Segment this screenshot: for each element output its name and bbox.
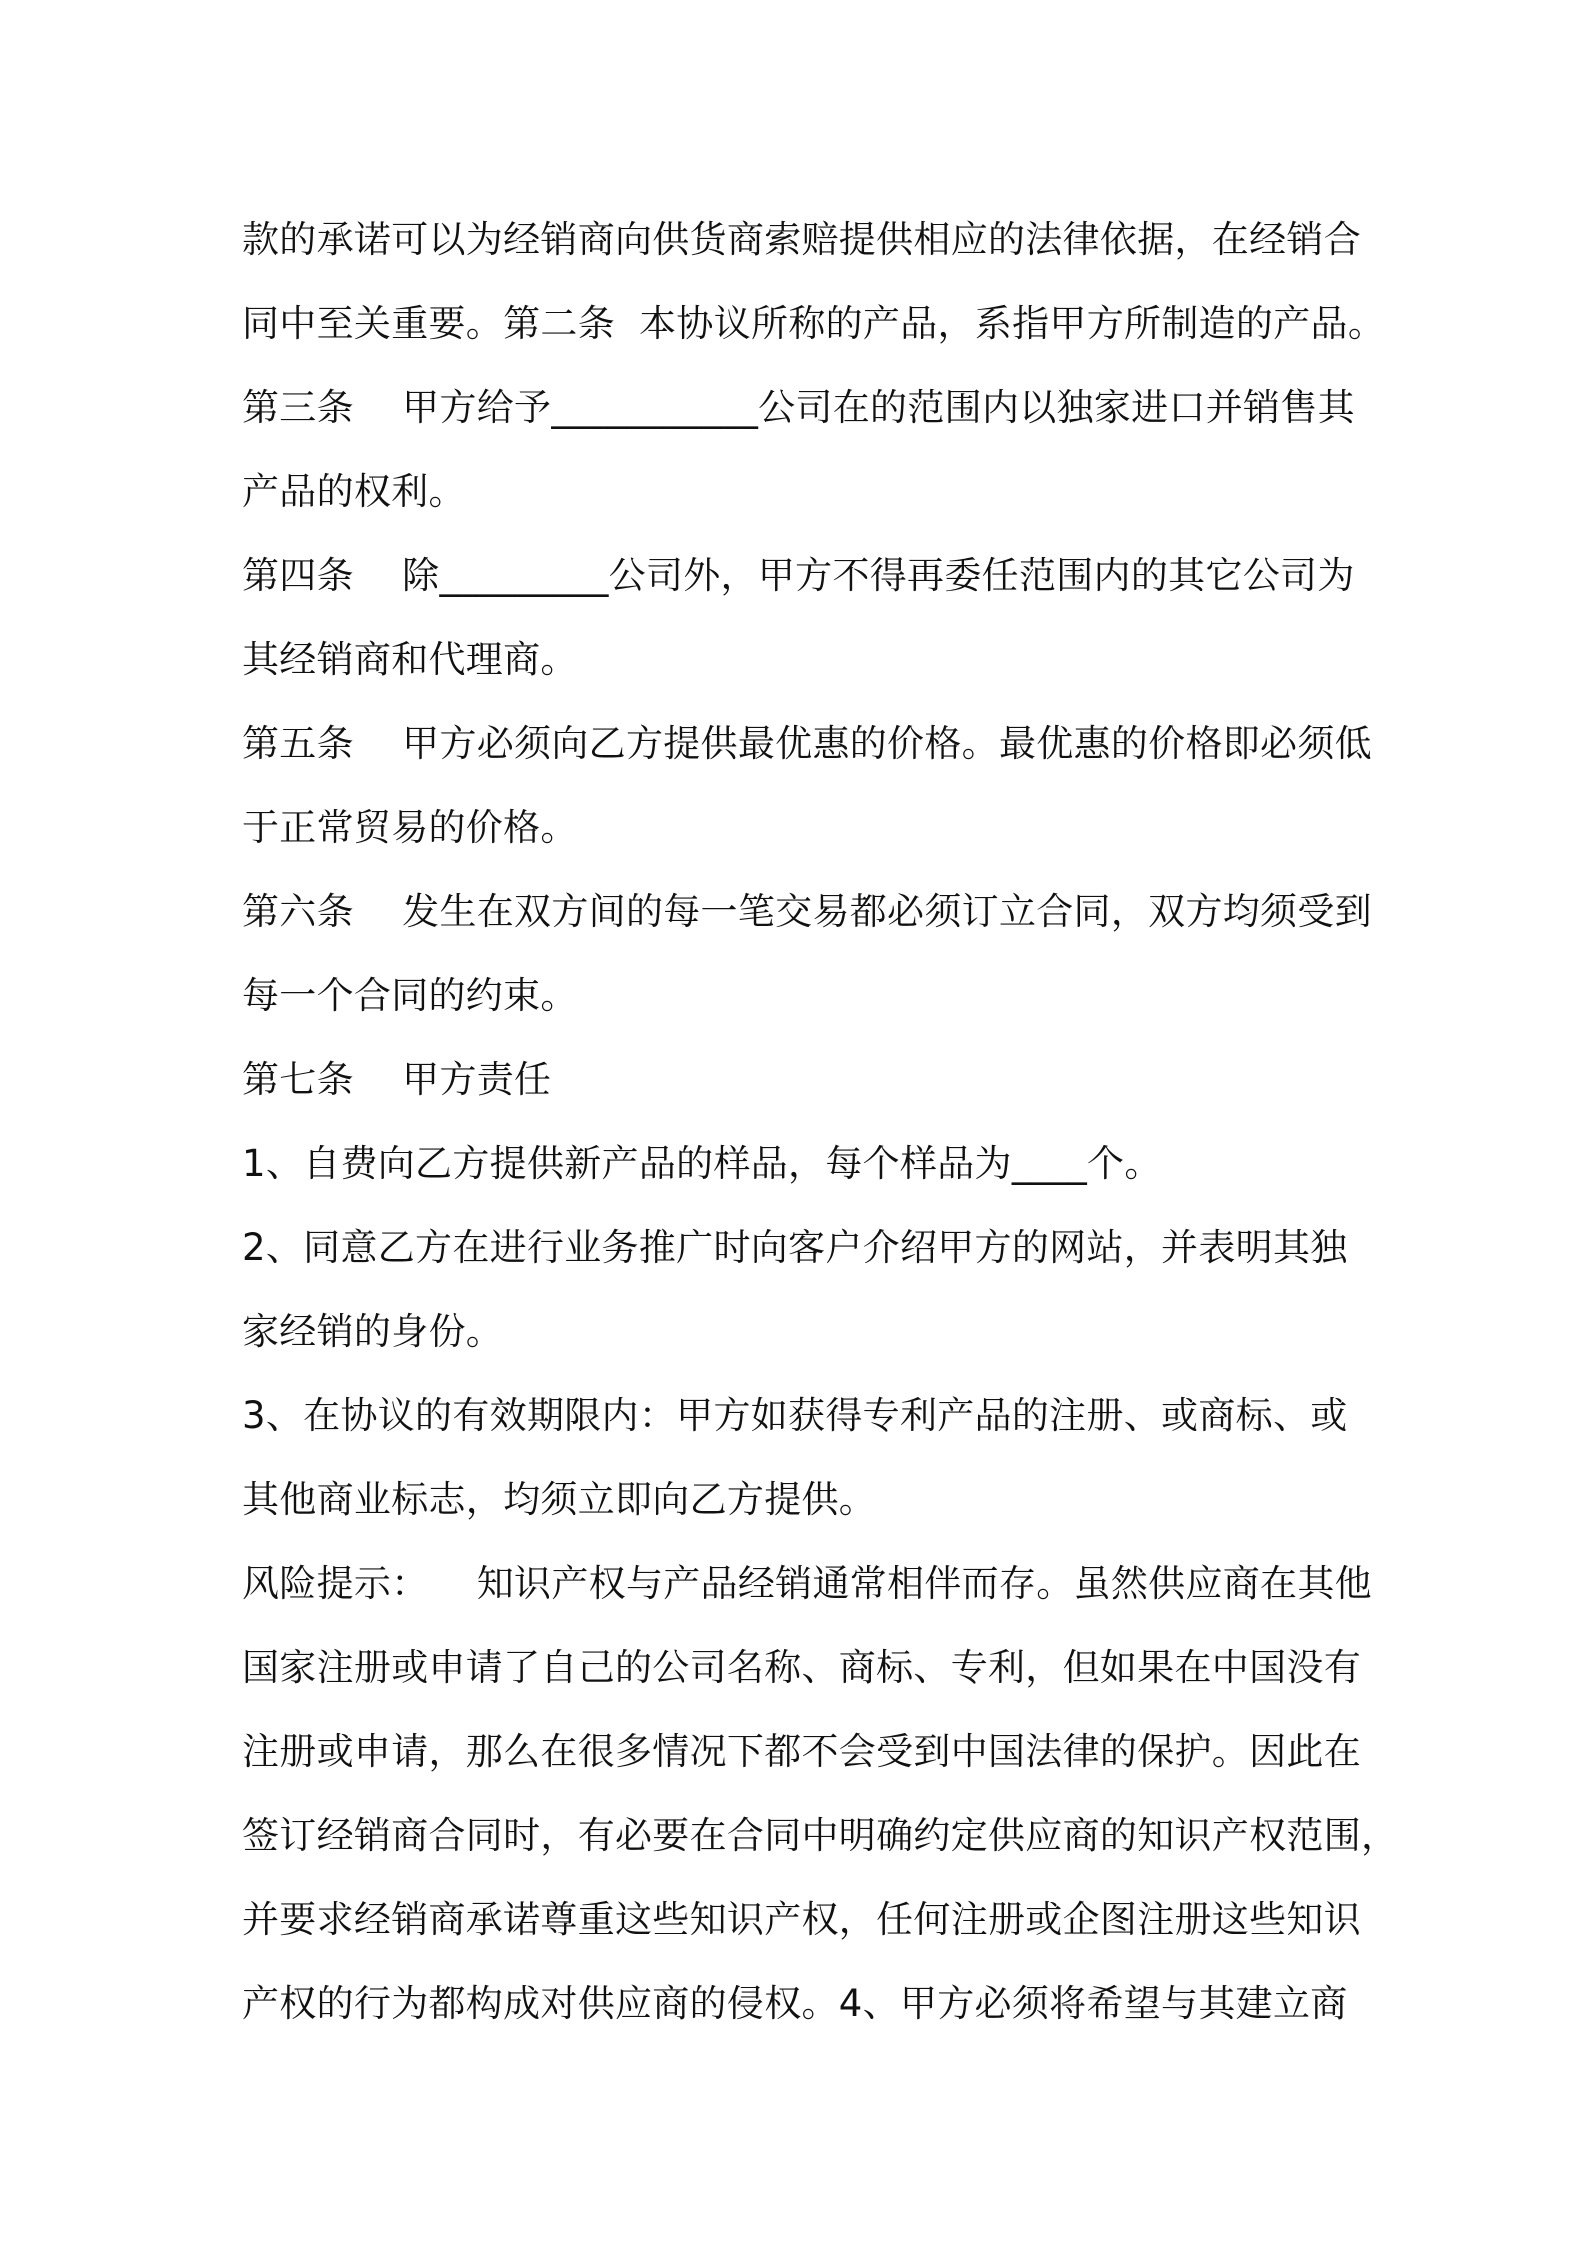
text-line: 第三条 甲方给予___________公司在的范围内以独家进口并销售其 <box>242 386 1355 429</box>
text-line: 第七条 甲方责任 <box>242 1058 552 1101</box>
text-line: 签订经销商合同时，有必要在合同中明确约定供应商的知识产权范围， <box>242 1814 1399 1857</box>
text-line: 于正常贸易的价格。 <box>242 806 578 849</box>
text-line: 产品的权利。 <box>242 470 466 513</box>
text-line: 其经销商和代理商。 <box>242 638 578 681</box>
text-line: 第六条 发生在双方间的每一笔交易都必须订立合同，双方均须受到 <box>242 890 1372 933</box>
text-line: 第五条 甲方必须向乙方提供最优惠的价格。最优惠的价格即必须低 <box>242 722 1372 765</box>
text-line: 产权的行为都构成对供应商的侵权。4、甲方必须将希望与其建立商 <box>242 1982 1348 2025</box>
text-line: 国家注册或申请了自己的公司名称、商标、专利，但如果在中国没有 <box>242 1646 1361 1689</box>
text-line: 家经销的身份。 <box>242 1310 504 1353</box>
text-line: 其他商业标志，均须立即向乙方提供。 <box>242 1478 877 1521</box>
text-line: 每一个合同的约束。 <box>242 974 578 1017</box>
text-line: 第四条 除_________公司外，甲方不得再委任范围内的其它公司为 <box>242 554 1355 597</box>
document-body <box>242 198 1399 2046</box>
text-line: 1、自费向乙方提供新产品的样品，每个样品为____个。 <box>242 1142 1162 1185</box>
text-line: 注册或申请，那么在很多情况下都不会受到中国法律的保护。因此在 <box>242 1730 1361 1773</box>
text-line: 风险提示： 知识产权与产品经销通常相伴而存。虽然供应商在其他 <box>242 1562 1372 1605</box>
text-line: 2、同意乙方在进行业务推广时向客户介绍甲方的网站，并表明其独 <box>242 1226 1348 1269</box>
text-line: 并要求经销商承诺尊重这些知识产权，任何注册或企图注册这些知识 <box>242 1898 1361 1941</box>
text-line: 3、在协议的有效期限内：甲方如获得专利产品的注册、或商标、或 <box>242 1394 1348 1437</box>
text-line: 款的承诺可以为经销商向供货商索赔提供相应的法律依据，在经销合 <box>242 218 1361 261</box>
text-line: 同中至关重要。第二条 本协议所称的产品，系指甲方所制造的产品。 <box>242 302 1386 345</box>
